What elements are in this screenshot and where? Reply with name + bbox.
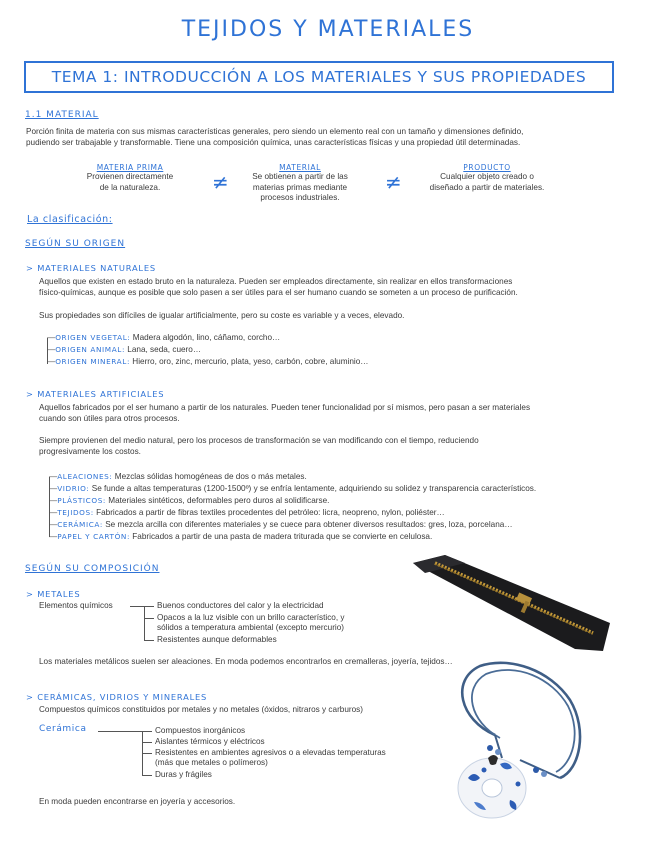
metales-prop-2b: sólidos a temperatura ambiental (excepto mercurio) (157, 623, 345, 632)
pendant-pattern (482, 768, 487, 773)
def-materia-prima (70, 163, 190, 193)
origen-mineral-value: Hierro, oro, zinc, mercurio, plata, yeso, carbón, cobre, aluminio… (130, 357, 369, 366)
def-producto-label: PRODUCTO (463, 163, 511, 172)
metales-tick (144, 640, 154, 641)
zipper-teeth-line (435, 564, 593, 634)
artificiales-heading: > MATERIALES ARTIFICIALES (26, 389, 165, 399)
bead (533, 767, 539, 773)
metales-prop-1: Buenos conductores del calor y la electricidad (157, 601, 324, 610)
artificiales-text-3: Siempre provienen del medio natural, pero los procesos de transformación se van modificando con el tiempo, reduciendo (39, 436, 479, 445)
papel-carton-value: Fabricados a partir de una pasta de madera triturada que se convierte en celulosa. (130, 532, 433, 541)
aleaciones-value: Mezclas sólidas homogéneas de dos o más metales. (112, 472, 307, 481)
theme-title: TEMA 1: INTRODUCCIÓN A LOS MATERIALES Y SUS PROPIEDADES (51, 68, 587, 86)
pendant-hole (482, 779, 502, 797)
ceramica-prop-4: Duras y frágiles (155, 770, 212, 779)
material-definition-line-2: pudiendo ser trabajable y transformable. Tiene una composición química, unas características físicas y una propiedad útil determinadas. (26, 138, 521, 147)
page-title: TEJIDOS Y MATERIALES (181, 17, 475, 42)
section-material-heading: 1.1 MATERIAL (25, 110, 99, 120)
artificiales-text-2: cuando son útiles para otros procesos. (39, 414, 180, 423)
bead (541, 771, 547, 777)
origen-animal-key: ORIGEN ANIMAL: (55, 345, 126, 354)
ceramica-connector (98, 731, 142, 732)
def-material-text-1: Se obtienen a partir de las (252, 172, 348, 181)
metales-heading: > METALES (26, 589, 81, 599)
artificiales-text-4: progresivamente los costos. (39, 447, 141, 456)
metales-note: Los materiales metálicos suelen ser aleaciones. En moda podemos encontrarlos en cremalleras, joyería, tejidos… (39, 657, 453, 666)
ceramica-key: CERÁMICA: (57, 520, 103, 529)
metales-tick (144, 618, 154, 619)
origen-mineral-item: —ORIGEN MINERAL: Hierro, oro, zinc, mercurio, plata, yeso, carbón, cobre, aluminio… (47, 357, 369, 366)
section-composicion-heading: SEGÚN SU COMPOSICIÓN (25, 564, 160, 574)
def-materia-prima-text-1: Provienen directamente (86, 172, 174, 181)
aleaciones-key: ALEACIONES: (57, 472, 113, 481)
def-material-text-3: procesos industriales. (260, 193, 340, 203)
ceramica-item: —CERÁMICA: Se mezcla arcilla con diferentes materiales y se cuece para obtener diversos resultados: gres, loza, porcelana… (49, 520, 513, 529)
tejidos-key: TEJIDOS: (57, 508, 94, 517)
ceramica-prop-2: Aislantes térmicos y eléctricos (155, 737, 265, 746)
metales-tick (144, 606, 154, 607)
ceramica-tick (142, 775, 152, 776)
origen-animal-value: Lana, seda, cuero… (125, 345, 202, 354)
plasticos-value: Materiales sintéticos, deformables pero duros al solidificarse. (105, 496, 330, 505)
artificiales-text-1: Aquellos fabricados por el ser humano a partir de los naturales. Pueden tener funcionalidad por sí mismos, pero pasan a ser materiales (39, 403, 531, 412)
def-producto-text-2: diseñado a partir de materiales. (429, 182, 545, 192)
tejidos-item: —TEJIDOS: Fabricados a partir de fibras textiles procedentes del petróleo: licra, neopreno, nylon, poliéster… (49, 508, 445, 517)
theme-title-box (24, 61, 614, 93)
necklace-cord-drop (520, 760, 560, 778)
metales-prop-3: Resistentes aunque deformables (157, 635, 277, 644)
bead (487, 745, 493, 751)
origen-vegetal-item: —ORIGEN VEGETAL: Madera algodón, lino, cáñamo, corcho… (47, 333, 281, 342)
not-equal-symbol: ≠ (385, 170, 402, 194)
def-materia-prima-text-2: de la naturaleza. (99, 182, 161, 192)
bead (495, 749, 501, 755)
origen-vegetal-key: ORIGEN VEGETAL: (55, 333, 131, 342)
metales-connector (130, 606, 144, 607)
def-material-label: MATERIAL (279, 163, 321, 172)
def-producto-text-1: Cualquier objeto creado o (440, 172, 534, 181)
ceramicas-heading: > CERÁMICAS, VIDRIOS Y MINERALES (26, 692, 208, 702)
naturales-text-3: Sus propiedades son difíciles de igualar artificialmente, pero su coste es variable y a veces, elevado. (39, 311, 405, 320)
naturales-text-1: Aquellos que existen en estado bruto en la naturaleza. Pueden ser empleados directamente, sin realizar en ellos transformaciones (39, 277, 513, 286)
papel-carton-key: PAPEL Y CARTÓN: (57, 532, 131, 541)
metales-bracket (144, 606, 145, 640)
ceramica-prop-1: Compuestos inorgánicos (155, 726, 246, 735)
origen-animal-item: —ORIGEN ANIMAL: Lana, seda, cuero… (47, 345, 202, 354)
def-material-text-2: materias primas mediante (252, 182, 348, 192)
ceramica-prop-3: Resistentes en ambientes agresivos o a elevadas temperaturas (155, 748, 386, 757)
section-origen-heading: SEGÚN SU ORIGEN (25, 239, 126, 249)
classification-heading: La clasificación: (27, 214, 113, 225)
pendant-pattern (516, 782, 521, 787)
naturales-text-2: físico-químicas, aunque es posible que solo pasen a ser útiles para el ser humano cuando se someten a un proceso de purificación. (39, 288, 518, 297)
origen-mineral-key: ORIGEN MINERAL: (55, 357, 131, 366)
metales-prop-2: Opacos a la luz visible con un brillo característico, y (157, 613, 345, 622)
plasticos-key: PLÁSTICOS: (57, 496, 106, 505)
def-producto (412, 163, 562, 193)
vidrio-value: Se funde a altas temperaturas (1200-1500º) y se enfría lentamente, adquiriendo su solidez y transparencia característicos. (89, 484, 537, 493)
ceramica-value: Se mezcla arcilla con diferentes materiales y se cuece para obtener diversos resultados: gres, loza, porcelana… (102, 520, 513, 529)
ceramica-tick (142, 731, 152, 732)
material-definition-line-1: Porción finita de materia con sus mismas características generales, pero siendo un elemento real con un tamaño y dimensiones definido, (26, 127, 524, 136)
zipper-image (405, 553, 620, 653)
aleaciones-item: —ALEACIONES: Mezclas sólidas homogéneas de dos o más metales. (49, 472, 307, 481)
ceramica-tick (142, 753, 152, 754)
ceramic-necklace-image (440, 660, 590, 825)
zipper-tape (413, 555, 610, 651)
tejidos-value: Fabricados a partir de fibras textiles procedentes del petróleo: licra, neopreno, nylon, poliéster… (93, 508, 445, 517)
plasticos-item: —PLÁSTICOS: Materiales sintéticos, deformables pero duros al solidificarse. (49, 496, 330, 505)
metales-root: Elementos químicos (39, 601, 113, 610)
def-materia-prima-label: MATERIA PRIMA (96, 163, 164, 172)
def-material (240, 163, 360, 204)
vidrio-key: VIDRIO: (57, 484, 90, 493)
naturales-heading: > MATERIALES NATURALES (26, 263, 156, 273)
ceramicas-note: En moda pueden encontrarse en joyería y accesorios. (39, 797, 236, 806)
ceramica-prop-3b: (más que metales o polímeros) (155, 758, 268, 767)
not-equal-symbol: ≠ (212, 170, 229, 194)
ceramicas-text-1: Compuestos químicos constituidos por metales y no metales (óxidos, nitraros y carburos) (39, 705, 363, 714)
ceramica-root: Cerámica (39, 724, 87, 734)
vidrio-item: —VIDRIO: Se funde a altas temperaturas (1200-1500º) y se enfría lentamente, adquiriendo su solidez y transparencia característicos. (49, 484, 537, 493)
origen-vegetal-value: Madera algodón, lino, cáñamo, corcho… (130, 333, 281, 342)
ceramica-tick (142, 742, 152, 743)
papel-carton-item: —PAPEL Y CARTÓN: Fabricados a partir de una pasta de madera triturada que se convierte en celulosa. (49, 532, 433, 541)
